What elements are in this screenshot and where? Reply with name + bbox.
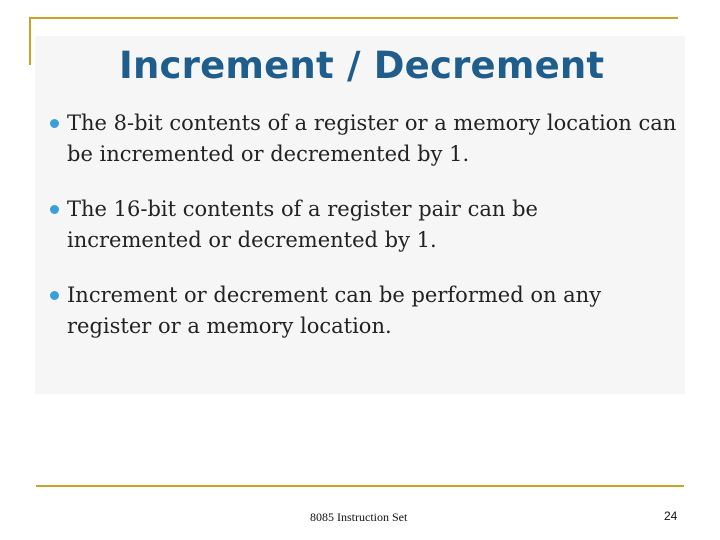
footer-title: 8085 Instruction Set: [310, 510, 408, 524]
top-rule: [29, 17, 678, 19]
bullet-item: [47, 280, 677, 342]
bullet-item: [47, 194, 677, 256]
bullet-dot-icon: [50, 119, 59, 128]
slide-title: Increment / Decrement: [119, 44, 605, 87]
page-number: 24: [664, 509, 678, 523]
bullet-text: The 16-bit contents of a register pair can be incremented or decremented by 1.: [67, 197, 538, 252]
bullet-item: [47, 108, 677, 170]
bullet-text: Increment or decrement can be performed on any register or a memory location.: [67, 283, 602, 338]
bottom-rule: [36, 485, 684, 487]
bullet-dot-icon: [50, 291, 59, 300]
bullet-list: [47, 108, 677, 366]
bullet-text: The 8-bit contents of a register or a memory location can be incremented or decremented by 1.: [67, 111, 677, 166]
bullet-dot-icon: [50, 205, 59, 214]
left-rule: [29, 17, 31, 65]
slide-content-image: [35, 36, 685, 394]
